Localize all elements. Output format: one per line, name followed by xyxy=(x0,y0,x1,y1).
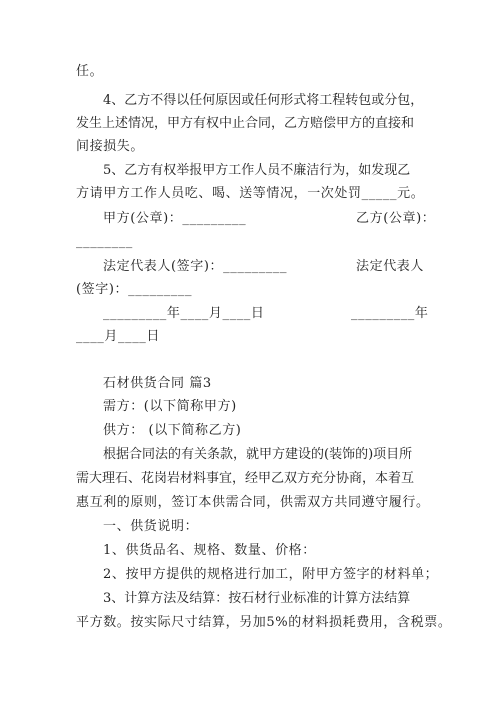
party-b-representative: 法定代表人 xyxy=(356,259,425,274)
section-title: 石材供货合同 篇3 xyxy=(103,376,212,391)
party-b-date: _________年 xyxy=(351,306,429,321)
text-line: 间接损失。 xyxy=(76,139,145,154)
paragraph-line: 根据合同法的有关条款，就甲方建设的(装饰的)项目所 xyxy=(103,447,413,462)
party-a-date: _________年____月____日 xyxy=(103,306,265,321)
party-a-representative: 法定代表人(签字)：_________ xyxy=(103,259,288,274)
paragraph-line: 惠互利的原则，签订本供需合同，供需双方共同遵守履行。 xyxy=(76,495,430,510)
paragraph-line: 平方数。按实际尺寸结算，另加5%的材料损耗费用，含税票。 xyxy=(76,615,452,630)
clause-5: 5、乙方有权举报甲方工作人员不廉洁行为，如发现乙 xyxy=(103,163,411,178)
heading-supply-description: 一、供货说明： xyxy=(103,519,199,534)
item-1: 1、供货品名、规格、数量、价格： xyxy=(103,543,316,558)
signature-blank: (签字)：_________ xyxy=(76,282,193,297)
text-line: 发生上述情况，甲方有权中止合同，乙方赔偿甲方的直接和 xyxy=(76,116,415,131)
paragraph-line: 需大理石、花岗岩材料事宜，经甲乙双方充分协商，本着互 xyxy=(76,471,415,486)
buyer-line: 需方：(以下简称甲方) xyxy=(103,399,237,414)
text-line: 任。 xyxy=(76,64,104,79)
signature-blank: ________ xyxy=(76,234,133,249)
clause-4: 4、乙方不得以任何原因或任何形式将工程转包或分包， xyxy=(103,93,424,108)
item-2: 2、按甲方提供的规格进行加工，附甲方签字的材料单； xyxy=(103,567,439,582)
party-a-seal: 甲方(公章)：_________ xyxy=(103,211,247,226)
supplier-line: 供方： (以下简称乙方) xyxy=(103,423,242,438)
text-line: 方请甲方工作人员吃、喝、送等情况，一次处罚_____元。 xyxy=(76,186,425,201)
item-3: 3、计算方法及结算：按石材行业标准的计算方法结算 xyxy=(103,591,411,606)
party-b-seal: 乙方(公章)： xyxy=(356,211,436,226)
date-continuation: ____月____日 xyxy=(76,329,160,344)
